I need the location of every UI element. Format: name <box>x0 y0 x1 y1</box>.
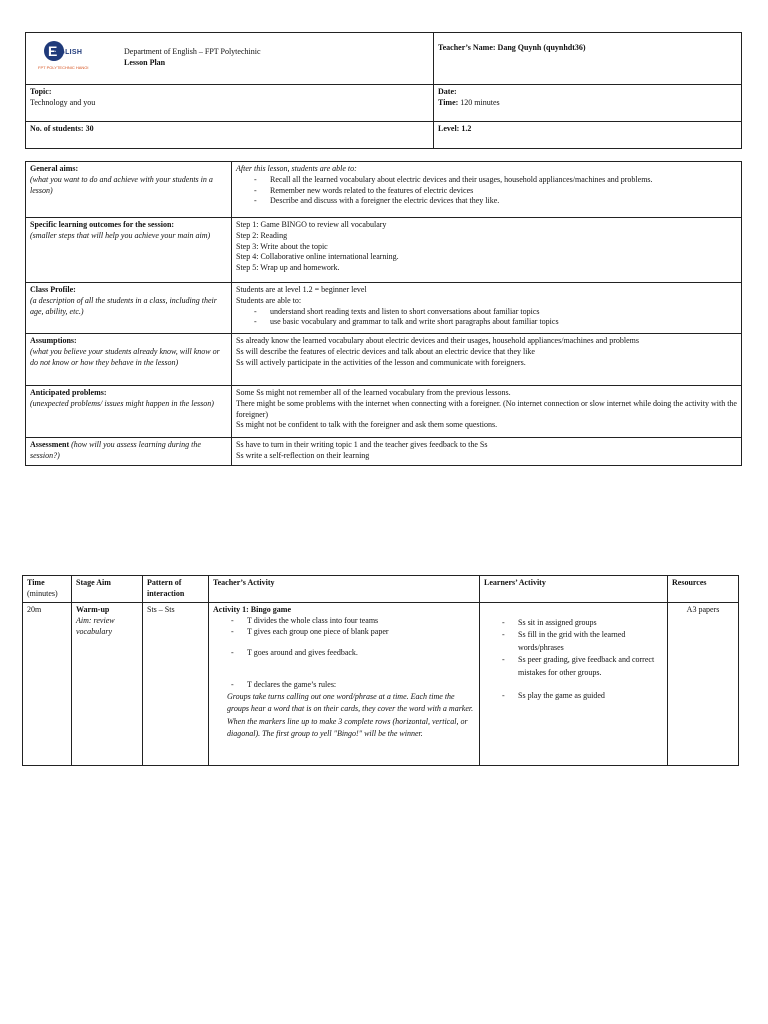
col-resources-header: Resources <box>668 576 739 603</box>
teacher-activity-cell <box>209 603 480 766</box>
col-teacher-header: Teacher’s Activity <box>209 576 480 603</box>
level-value: 1.2 <box>461 124 472 133</box>
header-table <box>25 32 742 149</box>
list-item: - Ss play the game as guided <box>502 691 663 702</box>
level-cell <box>434 122 742 149</box>
profile-hint: (a description of all the students in a class, including their age, ability, etc.) <box>30 295 217 316</box>
list-item: Step 2: Reading <box>236 230 288 240</box>
list-item: - use basic vocabulary and grammar to talk and write short paragraphs about familiar topics <box>254 317 737 328</box>
list-item: There might be some problems with the internet when connecting with a foreigner. (No internet connection or slow internet while doing the activity with the foreigner) <box>236 398 737 419</box>
learner-list-2 <box>484 691 663 702</box>
assumptions-content-cell <box>232 334 742 386</box>
outcomes-hint: (smaller steps that will help you achieve your main aim) <box>30 230 211 240</box>
list-item: Ss will actively participate in the activities of the lesson and communicate with foreigners. <box>236 357 526 367</box>
students-value: 30 <box>85 124 94 133</box>
department-name: Department of English – FPT Polytechinic <box>124 47 261 56</box>
time-label: Time: <box>438 97 459 107</box>
learner-activity-cell <box>480 603 668 766</box>
assessment-label-cell <box>26 438 232 466</box>
list-item: Ss write a self-reflection on their learning <box>236 450 370 460</box>
profile-title: Class Profile: <box>30 285 76 294</box>
game-rules: Groups take turns calling out one word/phrase at a time. Each time the groups hear a word that is on their cards, they cover the word with a marker. When the markers line up to make 3 complete rows (horizontal, vertical, or diagonal). The first group to yell "Bingo!" will be the winner. <box>227 691 474 739</box>
assessment-content-cell <box>232 438 742 466</box>
list-item: Step 3: Write about the topic <box>236 241 328 251</box>
pattern-cell: Sts – Sts <box>143 603 209 766</box>
level-label: Level: <box>438 124 460 133</box>
procedure-table <box>22 575 739 766</box>
col-stage-header: Stage Aim <box>72 576 143 603</box>
header-left-cell <box>26 33 434 85</box>
list-item: Ss will describe the features of electric devices and talk about an electric device that they like <box>236 346 535 356</box>
list-item: - Ss peer grading, give feedback and correct mistakes for other groups. <box>502 654 663 679</box>
stage-name: Warm-up <box>76 605 110 614</box>
resources-cell <box>668 603 739 766</box>
activity-title: Activity 1: Bingo game <box>213 605 291 614</box>
profile-content-cell <box>232 283 742 334</box>
profile-level: Students are at level 1.2 = beginner level <box>236 285 367 294</box>
stage-cell <box>72 603 143 766</box>
resources-value: A3 papers <box>686 605 720 614</box>
aims-label-cell <box>26 162 232 218</box>
list-item: - understand short reading texts and listen to short conversations about familiar topics <box>254 307 737 318</box>
problems-content-cell <box>232 386 742 438</box>
aims-intro: After this lesson, students are able to: <box>236 164 357 173</box>
teacher-list-3 <box>213 680 475 691</box>
date-time-cell <box>434 85 742 122</box>
students-cell <box>26 122 434 149</box>
list-item: Ss might not be confident to talk with the foreigner and ask them some questions. <box>236 420 498 430</box>
profile-label-cell <box>26 283 232 334</box>
list-item: - Ss fill in the grid with the learned words/phrases <box>502 629 663 654</box>
aims-hint: (what you want to do and achieve with your students in a lesson) <box>30 174 213 195</box>
list-item: - Ss sit in assigned groups <box>502 617 663 629</box>
topic-label: Topic: <box>30 87 52 96</box>
topic-value: Technology and you <box>30 97 96 107</box>
list-item: - T declares the game’s rules: <box>231 680 475 691</box>
list-item: Ss have to turn in their writing topic 1 and the teacher gives feedback to the Ss <box>236 440 488 449</box>
list-item: - Describe and discuss with a foreigner the electric devices that they like. <box>254 196 737 207</box>
assumptions-label-cell <box>26 334 232 386</box>
list-item: - T gives each group one piece of blank paper <box>231 627 475 638</box>
plan-table <box>25 161 742 466</box>
list-item: - Recall all the learned vocabulary about electric devices and their usages, household appliances/machines and problems. <box>254 175 737 186</box>
table-row <box>23 603 739 766</box>
teacher-name: Dang Quynh (quynhdt36) <box>497 43 586 52</box>
aims-list <box>236 175 737 207</box>
teacher-list-1 <box>213 616 475 638</box>
stage-aim: Aim: review vocabulary <box>76 615 115 636</box>
list-item: Some Ss might not remember all of the learned vocabulary from the previous lessons. <box>236 388 511 397</box>
outcomes-label-cell <box>26 218 232 283</box>
profile-list <box>236 307 737 329</box>
assessment-title: Assessment <box>30 440 70 449</box>
time-cell: 20m <box>23 603 72 766</box>
col-learners-header: Learners’ Activity <box>480 576 668 603</box>
col-time-header: Time (minutes) <box>23 576 72 603</box>
problems-label-cell <box>26 386 232 438</box>
list-item: - Remember new words related to the features of electric devices <box>254 186 737 197</box>
teacher-label: Teacher’s Name: <box>438 43 496 52</box>
aims-content-cell <box>232 162 742 218</box>
list-item: Step 4: Collaborative online international learning. <box>236 252 399 262</box>
learner-list-1 <box>484 617 663 679</box>
col-pattern-header: Pattern of interaction <box>143 576 209 603</box>
list-item: Step 5: Wrap up and homework. <box>236 263 340 273</box>
profile-intro: Students are able to: <box>236 295 302 305</box>
students-label: No. of students: <box>30 124 84 133</box>
list-item: - T goes around and gives feedback. <box>231 648 475 659</box>
outcomes-content-cell <box>232 218 742 283</box>
assessment-hint: (how will you assess learning during the session?) <box>30 440 201 460</box>
list-item: - T divides the whole class into four teams <box>231 616 475 627</box>
list-item: Step 1: Game BINGO to review all vocabulary <box>236 220 387 229</box>
list-item: Ss already know the learned vocabulary about electric devices and their usages, household appliances/machines and problems <box>236 336 639 345</box>
problems-hint: (unexpected problems/ issues might happen in the lesson) <box>30 398 214 408</box>
assumptions-hint: (what you believe your students already know, will know or do not know or how they behave in the lesson) <box>30 346 220 367</box>
topic-cell <box>26 85 434 122</box>
problems-title: Anticipated problems: <box>30 388 107 397</box>
teacher-cell <box>434 33 742 85</box>
time-value: 120 minutes <box>460 97 500 107</box>
date-label: Date: <box>438 87 457 96</box>
english-logo: E NGLISH FPT POLYTECHNIC HANOI <box>38 43 89 70</box>
aims-title: General aims: <box>30 164 79 173</box>
department-block <box>124 47 261 69</box>
assumptions-title: Assumptions: <box>30 336 77 345</box>
outcomes-title: Specific learning outcomes for the session: <box>30 220 175 229</box>
teacher-list-2 <box>213 648 475 659</box>
doc-title: Lesson Plan <box>124 57 166 67</box>
